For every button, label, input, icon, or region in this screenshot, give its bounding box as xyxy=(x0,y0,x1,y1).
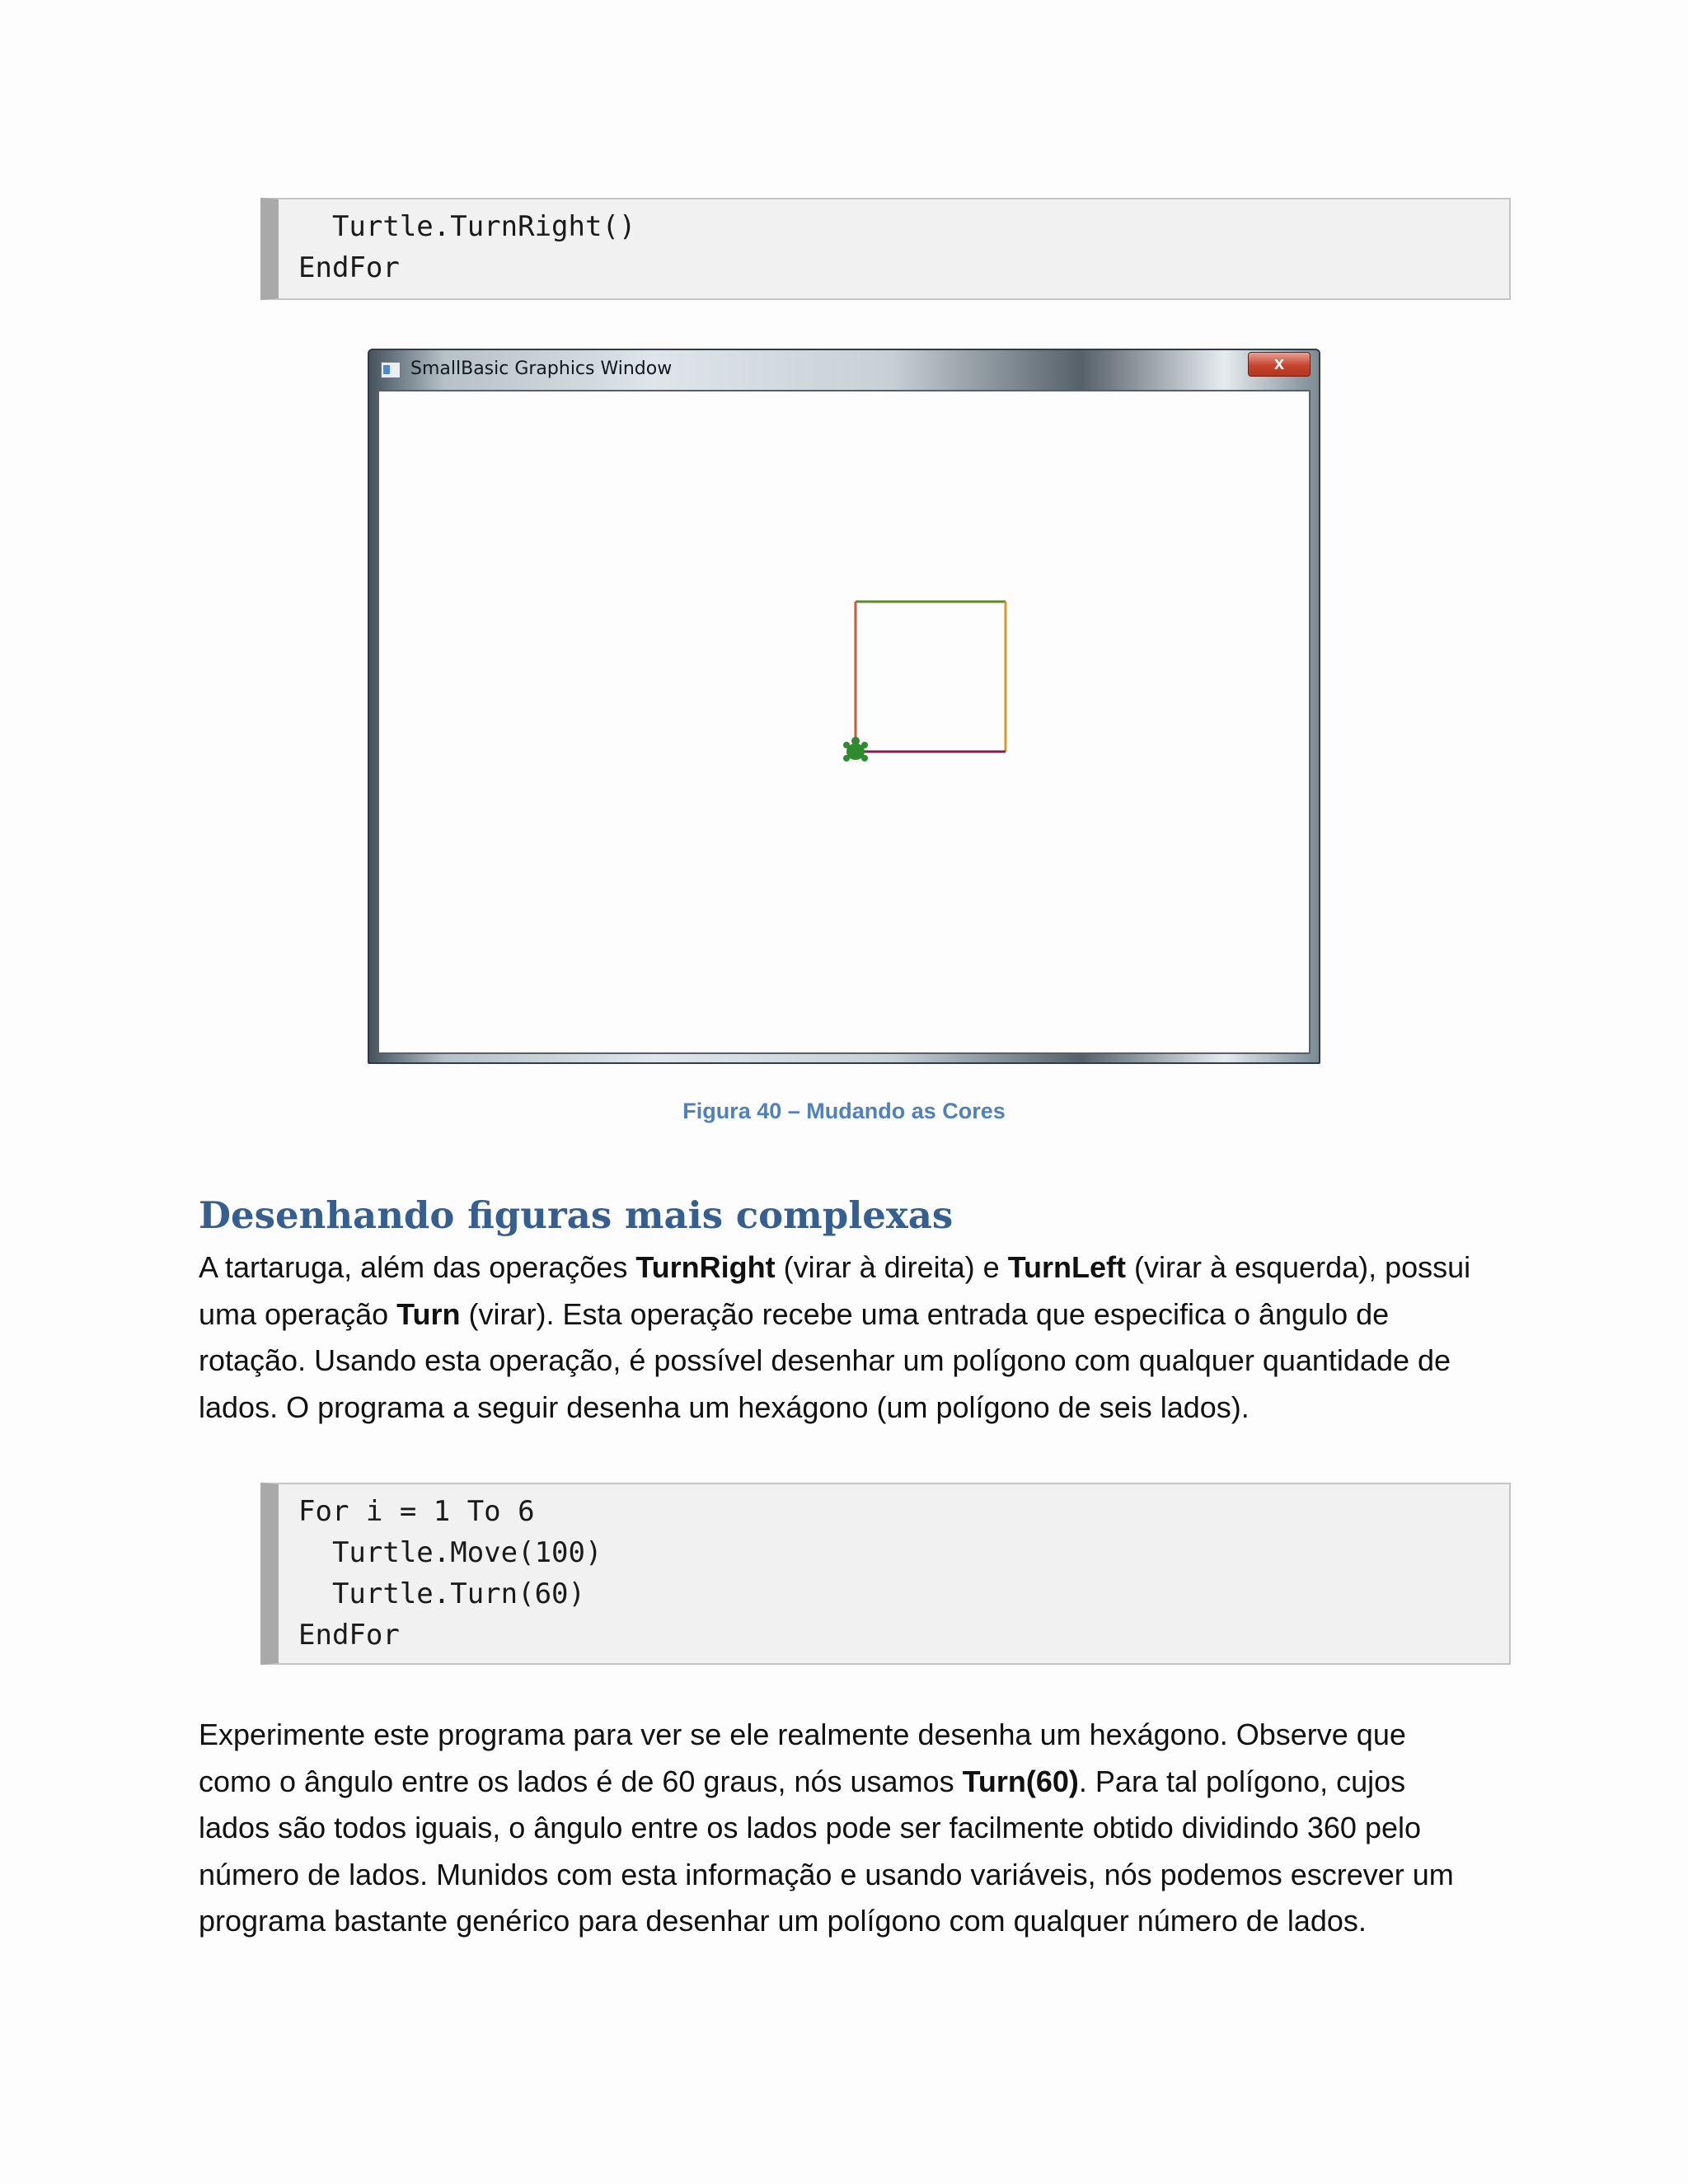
paragraph-line: lados são todos iguais, o ângulo entre os lados pode ser facilmente obtido dividindo 360 pelo xyxy=(199,1811,1422,1844)
paragraph-line: Experimente este programa para ver se ele realmente desenha um hexágono. Observe que xyxy=(199,1718,1406,1751)
paragraph-line: como o ângulo entre os lados é de 60 graus, nós usamos Turn(60). Para tal polígono, cujos xyxy=(199,1764,1406,1798)
code-line: Turtle.Move(100) xyxy=(298,1536,603,1569)
paragraph xyxy=(199,1244,1534,1431)
turtle-icon xyxy=(843,737,868,762)
paragraph-line: lados. O programa a seguir desenha um hexágono (um polígono de seis lados). xyxy=(199,1390,1250,1424)
paragraph xyxy=(199,1712,1534,1945)
window-titlebar[interactable] xyxy=(369,350,1319,390)
paragraph-line: uma operação Turn (virar). Esta operação recebe uma entrada que especifica o ângulo de xyxy=(199,1296,1390,1331)
figure-caption: Figura 40 – Mudando as Cores xyxy=(682,1099,1006,1123)
code-line: For i = 1 To 6 xyxy=(298,1495,535,1528)
paragraph-line: rotação. Usando esta operação, é possível desenhar um polígono com qualquer quantidade de xyxy=(199,1343,1451,1377)
code-line: EndFor xyxy=(298,251,400,284)
paragraph-line: programa bastante genérico para desenhar um polígono com qualquer número de lados. xyxy=(199,1904,1367,1938)
graphics-window xyxy=(368,349,1320,1064)
paragraph-line: A tartaruga, além das operações TurnRight (virar à direita) e TurnLeft (virar à esquerda), possui xyxy=(199,1250,1471,1284)
code-line: EndFor xyxy=(298,1619,400,1652)
turtle-drawing xyxy=(379,391,1312,1056)
window-title: SmallBasic Graphics Window xyxy=(410,359,673,379)
code-line: Turtle.Turn(60) xyxy=(298,1577,585,1610)
app-icon xyxy=(381,362,401,378)
close-button[interactable]: x xyxy=(1248,352,1311,377)
paragraph-line: número de lados. Munidos com esta informação e usando variáveis, nós podemos escrever um xyxy=(199,1857,1454,1891)
drawing-canvas xyxy=(377,390,1311,1054)
code-line: Turtle.TurnRight() xyxy=(298,210,636,243)
code-block xyxy=(260,1483,1511,1665)
code-block xyxy=(260,198,1511,300)
section-heading: Desenhando figuras mais complexas xyxy=(199,1193,954,1237)
